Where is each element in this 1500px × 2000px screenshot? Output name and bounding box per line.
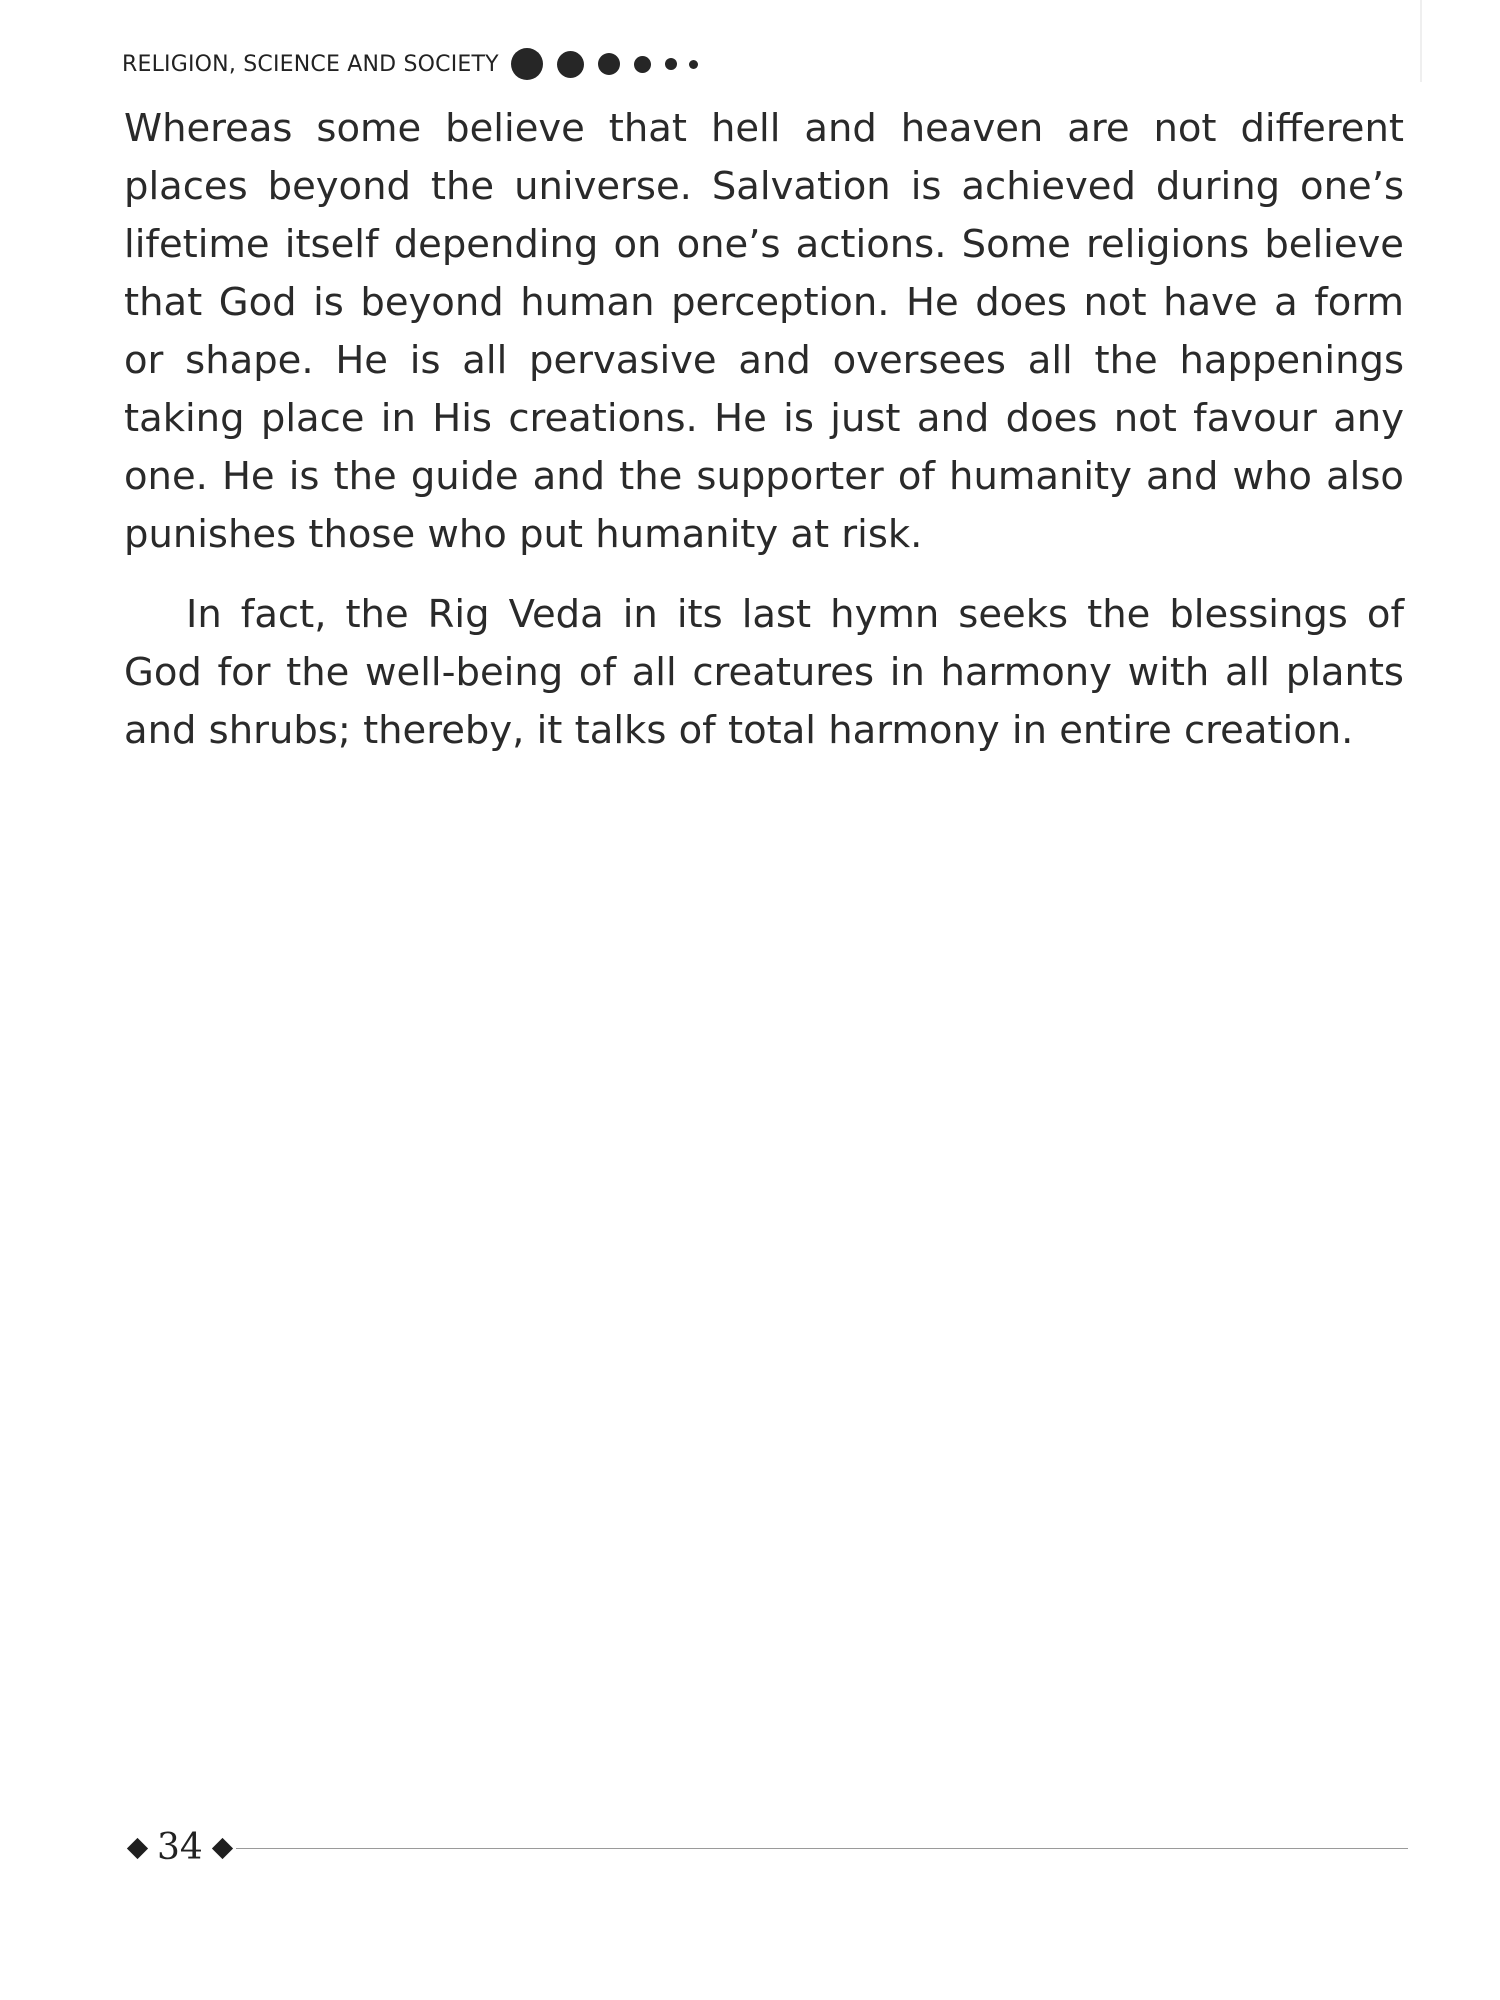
ornament-dot-3 <box>598 53 620 75</box>
diamond-right-icon <box>212 1837 233 1858</box>
header-dot-ornament <box>511 48 698 80</box>
running-header-title: RELIGION, SCIENCE AND SOCIETY <box>122 51 499 77</box>
paragraph-1: Whereas some believe that hell and heaven are not different places beyond the universe. Salvation is achieved during one’s lifetime itself depending on one’s actions. Some religions believe that God is beyond human perception. He does not have a form or shape. He is all pervasive and oversees all the happenings taking place in His creations. He is just and does not favour any one. He is the guide and the supporter of humanity and who also punishes those who put humanity at risk. <box>124 106 1404 557</box>
ornament-dot-1 <box>511 48 543 80</box>
page-footer <box>130 1828 1408 1868</box>
footer-rule <box>236 1848 1408 1849</box>
ornament-dot-2 <box>557 51 584 78</box>
paragraph-2: In fact, the Rig Veda in its last hymn seeks the blessings of God for the well-being of all creatures in harmony with all plants and shrubs; thereby, it talks of total harmony in entire creation. <box>124 592 1404 753</box>
ornament-dot-4 <box>634 56 651 73</box>
body-text <box>124 100 1404 760</box>
ornament-dot-5 <box>665 58 677 70</box>
running-header <box>122 44 698 84</box>
ornament-dot-6 <box>689 60 698 69</box>
page-edge-mark <box>1420 0 1422 82</box>
page-number: 34 <box>157 1827 203 1868</box>
diamond-left-icon <box>127 1837 148 1858</box>
